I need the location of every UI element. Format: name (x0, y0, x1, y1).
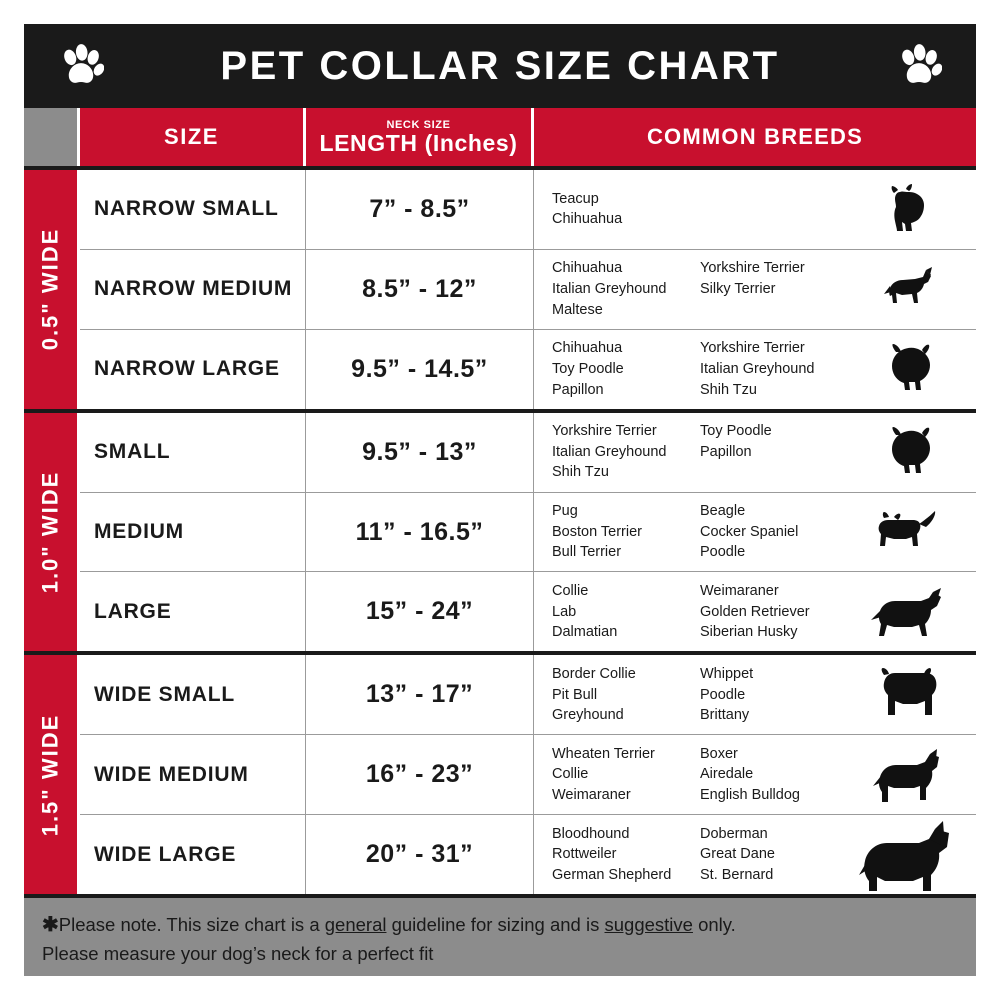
breed-name: Yorkshire Terrier (700, 340, 805, 357)
breeds-column-1 (552, 501, 700, 563)
papillon-silhouette-icon (852, 330, 972, 409)
table-row (80, 413, 976, 493)
breed-name: Pit Bull (552, 686, 598, 703)
breed-name: Cocker Spaniel (700, 523, 799, 540)
breed-name: Poodle (700, 686, 746, 703)
row-size-label: SMALL (80, 413, 306, 492)
paw-print-icon (896, 43, 942, 89)
table-row (80, 493, 976, 573)
breeds-column-2 (700, 421, 772, 483)
disclaimer-note (24, 898, 976, 976)
row-size-label: WIDE LARGE (80, 815, 306, 894)
column-header-length (306, 108, 534, 166)
row-breeds (534, 655, 976, 734)
row-breeds (534, 413, 976, 492)
row-breeds (534, 735, 976, 814)
breed-name: Papillon (700, 443, 752, 460)
breed-name: Lab (552, 603, 577, 620)
breed-name: Great Dane (700, 846, 775, 863)
size-group-narrow (24, 166, 976, 413)
breeds-column-1 (552, 189, 700, 230)
doberman-silhouette-icon (852, 815, 972, 894)
breeds-column-2 (700, 338, 814, 400)
breed-name: Whippet (700, 665, 754, 682)
breed-name: Shih Tzu (552, 464, 609, 481)
papillon-silhouette-icon (852, 413, 972, 492)
group-label-2 (24, 655, 80, 894)
retriever-silhouette-icon (852, 572, 972, 651)
row-breeds (534, 493, 976, 572)
breed-name: Shih Tzu (700, 381, 757, 398)
breed-name: Chihuahua (552, 340, 623, 357)
group-label-2-text: 1.5" WIDE (37, 713, 63, 836)
row-size-label: NARROW LARGE (80, 330, 306, 409)
chihuahua-silhouette-icon (852, 250, 972, 329)
breed-name: Maltese (552, 301, 603, 318)
row-breeds (534, 815, 976, 894)
breeds-column-1 (552, 258, 700, 320)
row-size-label: LARGE (80, 572, 306, 651)
table-row (80, 655, 976, 735)
column-header-length-main: LENGTH (Inches) (319, 129, 518, 156)
breed-name: Poodle (700, 544, 746, 561)
page-title: PET COLLAR SIZE CHART (220, 43, 780, 88)
breeds-column-1 (552, 744, 700, 806)
breeds-column-1 (552, 421, 700, 483)
breeds-column-2 (700, 258, 805, 320)
row-size-label: NARROW SMALL (80, 170, 306, 249)
breed-name: Golden Retriever (700, 603, 810, 620)
asterisk-icon: ✱ (42, 914, 59, 936)
breed-name: Yorkshire Terrier (552, 423, 657, 440)
breed-name: Bloodhound (552, 825, 630, 842)
breed-name: Teacup (552, 190, 599, 207)
table-row (80, 250, 976, 330)
disclaimer-line-2: Please measure your dog’s neck for a perfect fit (42, 943, 434, 964)
row-size-label: WIDE MEDIUM (80, 735, 306, 814)
group-label-0-text: 0.5" WIDE (37, 228, 63, 351)
breed-name: Greyhound (552, 707, 624, 724)
breed-name: Pug (552, 503, 578, 520)
row-neck-length: 20” - 31” (306, 815, 534, 894)
breeds-column-1 (552, 581, 700, 643)
table-column-headers (24, 108, 976, 166)
breed-name: Boston Terrier (552, 523, 642, 540)
column-header-length-sub: NECK SIZE (386, 118, 451, 131)
table-body (24, 166, 976, 898)
disclaimer-text-a: Please note. This size chart is a (58, 914, 325, 935)
row-breeds (534, 170, 976, 249)
breed-name: Airedale (700, 766, 754, 783)
breed-name: Weimaraner (552, 786, 631, 803)
breed-name: Doberman (700, 825, 768, 842)
breed-name: Collie (552, 583, 589, 600)
row-neck-length: 7” - 8.5” (306, 170, 534, 249)
breed-name: English Bulldog (700, 786, 800, 803)
table-row (80, 170, 976, 250)
bulldog-silhouette-icon (852, 655, 972, 734)
breeds-column-2 (700, 581, 810, 643)
group-label-1 (24, 413, 80, 652)
chart-header (24, 24, 976, 108)
breed-name: Silky Terrier (700, 281, 776, 298)
disclaimer-text-b: guideline for sizing and is (386, 914, 605, 935)
disclaimer-line-1 (42, 910, 960, 940)
breeds-column-1 (552, 338, 700, 400)
breed-name: Border Collie (552, 665, 636, 682)
breed-name: Siberian Husky (700, 624, 798, 641)
paw-print-icon (58, 43, 104, 89)
row-neck-length: 11” - 16.5” (306, 493, 534, 572)
row-neck-length: 9.5” - 13” (306, 413, 534, 492)
breed-name: Beagle (700, 503, 746, 520)
disclaimer-underline-general: general (324, 914, 387, 935)
breed-name: Rottweiler (552, 846, 617, 863)
breed-name: Italian Greyhound (700, 360, 815, 377)
breed-name: St. Bernard (700, 866, 774, 883)
breeds-column-1 (552, 824, 700, 886)
table-row (80, 815, 976, 894)
breed-name: Toy Poodle (552, 360, 624, 377)
breed-name: Papillon (552, 381, 604, 398)
disclaimer-underline-suggestive: suggestive (604, 914, 693, 935)
breed-name: Chihuahua (552, 260, 623, 277)
breeds-column-2 (700, 824, 775, 886)
breed-name: Italian Greyhound (552, 443, 667, 460)
column-header-breeds: COMMON BREEDS (534, 108, 976, 166)
row-neck-length: 8.5” - 12” (306, 250, 534, 329)
breed-name: Wheaten Terrier (552, 745, 655, 762)
breed-name: Weimaraner (700, 583, 779, 600)
group-label-0 (24, 170, 80, 409)
boxer-silhouette-icon (852, 735, 972, 814)
row-breeds (534, 330, 976, 409)
breed-name: Chihuahua (552, 211, 623, 228)
table-row (80, 735, 976, 815)
breed-name: Dalmatian (552, 624, 618, 641)
row-size-label: NARROW MEDIUM (80, 250, 306, 329)
size-group-standard (24, 413, 976, 656)
row-size-label: WIDE SMALL (80, 655, 306, 734)
row-breeds (534, 250, 976, 329)
row-neck-length: 13” - 17” (306, 655, 534, 734)
breed-name: Boxer (700, 745, 738, 762)
breed-name: Collie (552, 766, 589, 783)
row-breeds (534, 572, 976, 651)
row-neck-length: 15” - 24” (306, 572, 534, 651)
breeds-column-2 (700, 501, 798, 563)
breed-name: Italian Greyhound (552, 281, 667, 298)
breed-name: Brittany (700, 707, 750, 724)
breeds-column-1 (552, 664, 700, 726)
breed-name: Toy Poodle (700, 423, 772, 440)
column-header-size: SIZE (80, 108, 306, 166)
pug-silhouette-icon (852, 493, 972, 572)
breeds-column-2 (700, 744, 800, 806)
row-neck-length: 16” - 23” (306, 735, 534, 814)
row-neck-length: 9.5” - 14.5” (306, 330, 534, 409)
yorkie-silhouette-icon (852, 170, 972, 249)
breed-name: Bull Terrier (552, 544, 622, 561)
width-column-spacer (24, 108, 80, 166)
table-row (80, 572, 976, 651)
breeds-column-2 (700, 664, 753, 726)
breed-name: German Shepherd (552, 866, 672, 883)
breed-name: Yorkshire Terrier (700, 260, 805, 277)
row-size-label: MEDIUM (80, 493, 306, 572)
disclaimer-text-c: only. (692, 914, 736, 935)
size-group-wide (24, 655, 976, 898)
table-row (80, 330, 976, 409)
group-label-1-text: 1.0" WIDE (37, 470, 63, 594)
